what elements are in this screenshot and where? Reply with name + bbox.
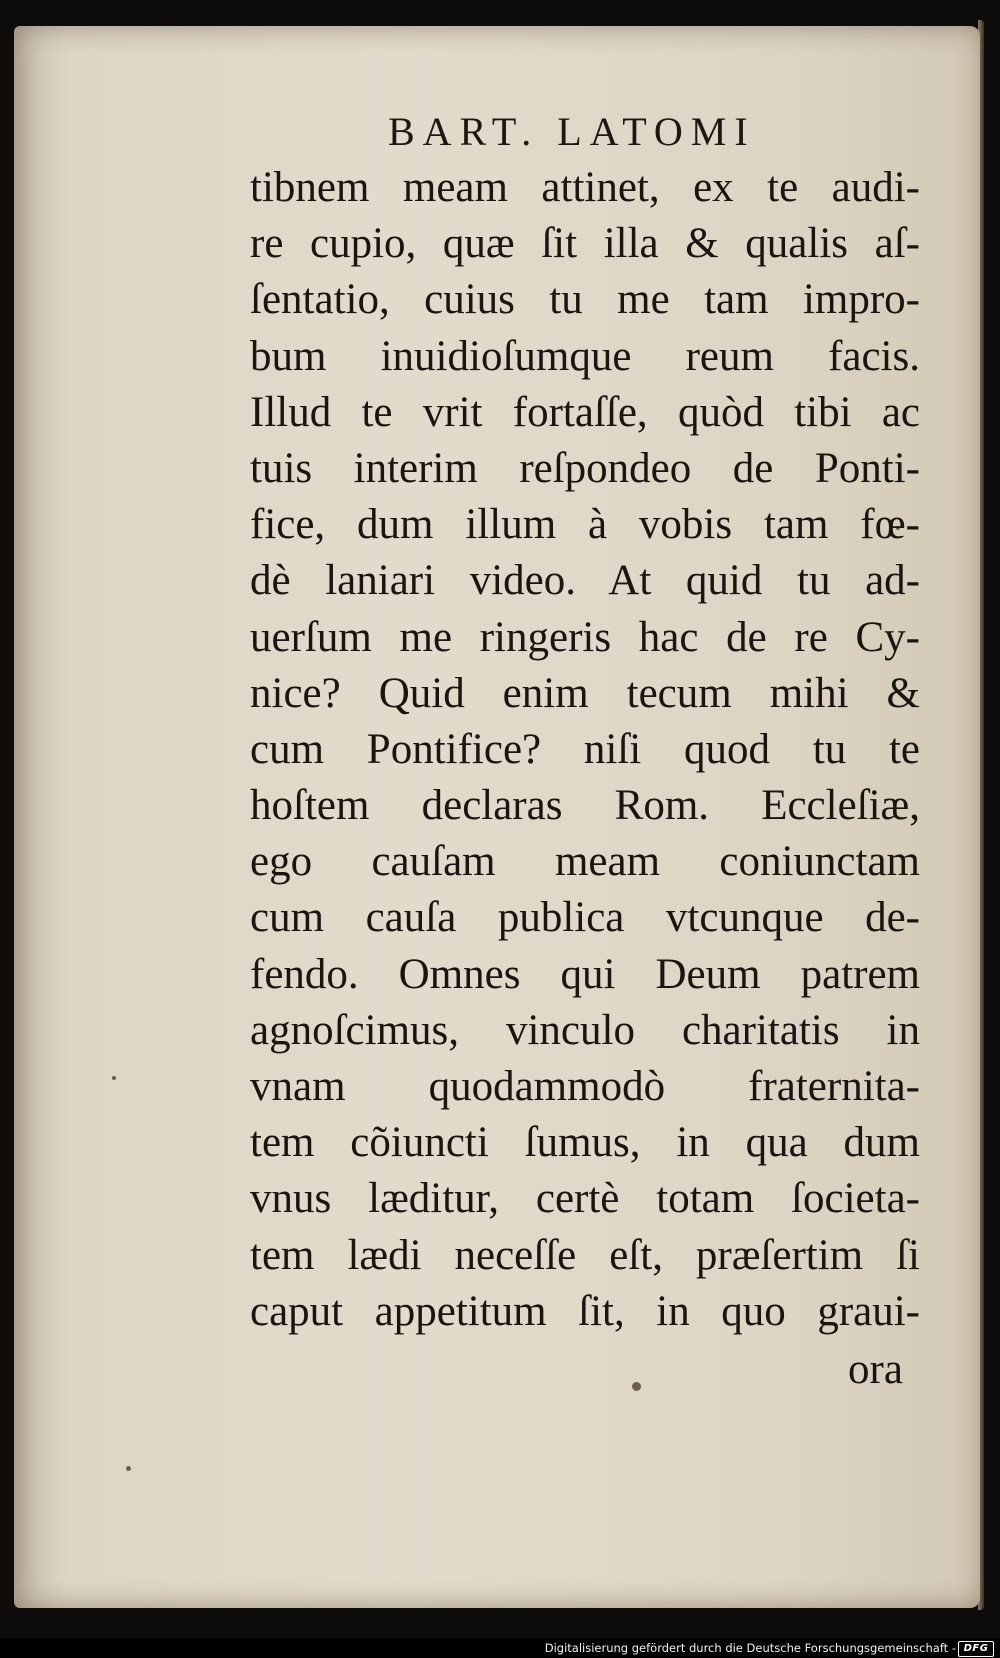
text-line: agnoſcimus, vinculo charitatis in <box>250 1006 920 1054</box>
ink-speck <box>126 1466 131 1471</box>
text-line: uerſum me ringeris hac de re Cy- <box>250 613 920 661</box>
text-line: bum inuidioſumque reum facis. <box>250 332 920 380</box>
text-line: ſentatio, cuius tu me tam impro- <box>250 276 920 324</box>
text-line: tem lædi neceſſe eſt, præſertim ſi <box>250 1231 920 1279</box>
text-line: cum cauſa publica vtcunque de- <box>250 894 920 942</box>
catchword: ora <box>848 1346 903 1393</box>
text-line: ego cauſam meam coniunctam <box>250 838 920 886</box>
text-line: hoſtem declaras Rom. Eccleſiæ, <box>250 782 920 830</box>
dfg-logo: DFG <box>958 1641 994 1657</box>
text-line: tem cõiuncti ſumus, in qua dum <box>250 1119 920 1167</box>
body-text <box>250 160 920 1340</box>
text-line: tuis interim reſpondeo de Ponti- <box>250 444 920 492</box>
running-head: BART. LATOMI <box>388 109 756 154</box>
text-line: cum Pontifice? niſi quod tu te <box>250 725 920 773</box>
ink-speck <box>632 1382 641 1391</box>
text-line: vnus læditur, certè totam ſocieta- <box>250 1175 920 1223</box>
text-line: fendo. Omnes qui Deum patrem <box>250 950 920 998</box>
text-line: dè laniari video. At quid tu ad- <box>250 557 920 605</box>
footer-credit: Digitalisierung gefördert durch die Deutsche Forschungsgemeinschaft - <box>544 1641 956 1655</box>
text-line: vnam quodammodò fraternita- <box>250 1063 920 1110</box>
text-line: caput appetitum ſit, in quo graui- <box>250 1287 920 1335</box>
text-line: tibnem meam attinet, ex te audi- <box>250 164 920 211</box>
text-line: fice, dum illum à vobis tam fœ- <box>250 501 920 549</box>
text-line: Illud te vrit fortaſſe, quòd tibi ac <box>250 388 920 436</box>
ink-speck <box>112 1076 116 1080</box>
text-line: nice? Quid enim tecum mihi & <box>250 669 920 717</box>
text-line: re cupio, quæ ſit illa & qualis aſ- <box>250 220 920 268</box>
